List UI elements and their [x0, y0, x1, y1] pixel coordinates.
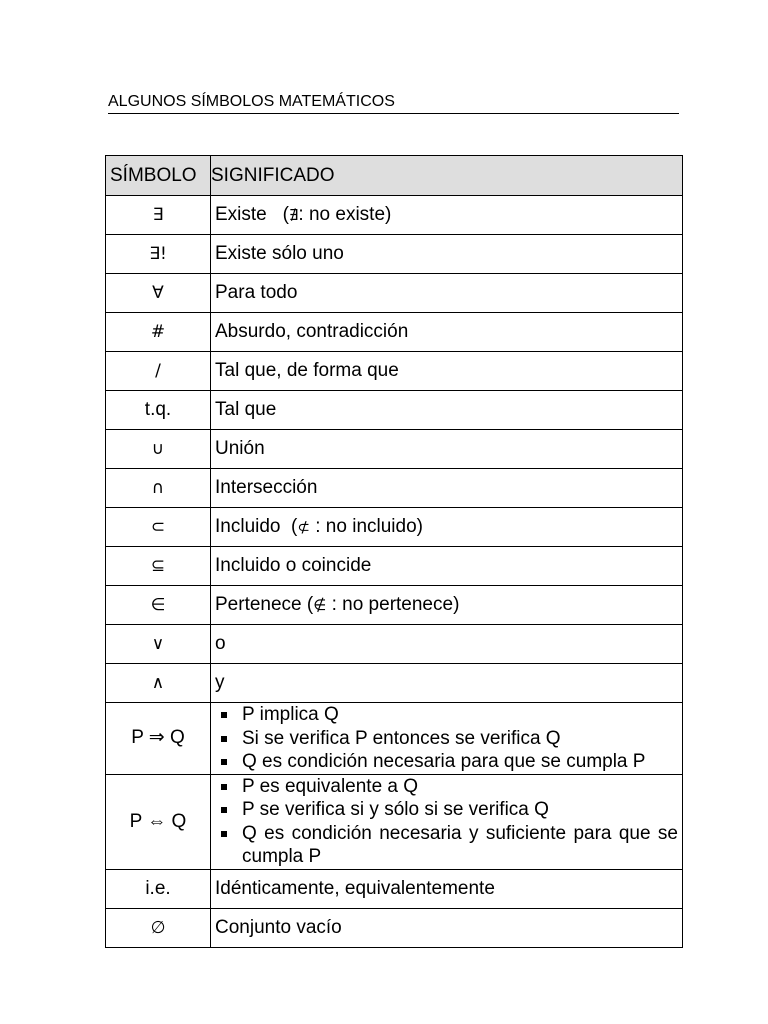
- bullet-list: [215, 703, 682, 774]
- table-row: [106, 547, 683, 586]
- table-row: [106, 586, 683, 625]
- table-row: [106, 352, 683, 391]
- note-symbol: ⊄: [297, 518, 310, 536]
- meaning-cell: Absurdo, contradicción: [211, 313, 683, 352]
- meaning-cell: Existe sólo uno: [211, 235, 683, 274]
- header-symbol: SÍMBOLO: [106, 156, 211, 196]
- table-header-row: [106, 156, 683, 196]
- symbol-cell: ∅: [106, 908, 211, 947]
- note-symbol: ∄: [288, 206, 299, 224]
- table-row: [106, 313, 683, 352]
- header-meaning: SIGNIFICADO: [211, 156, 683, 196]
- meaning-cell: Tal que, de forma que: [211, 352, 683, 391]
- bullet-list: [215, 775, 682, 869]
- note-text: : no pertenece): [326, 594, 460, 615]
- symbol-cell: ∩: [106, 469, 211, 508]
- symbol-cell: i.e.: [106, 869, 211, 908]
- document-title: ALGUNOS SÍMBOLOS MATEMÁTICOS: [108, 92, 679, 114]
- symbol-cell: t.q.: [106, 391, 211, 430]
- table-row: [106, 774, 683, 869]
- symbol-cell: ∃!: [106, 235, 211, 274]
- note-symbol: ∉: [313, 596, 327, 614]
- meaning-cell: Incluido (⊄ : no incluido): [211, 508, 683, 547]
- bullet-item: P es equivalente a Q: [219, 775, 678, 799]
- bullet-item: P se verifica si y sólo si se verifica Q: [219, 798, 678, 822]
- meaning-cell: Intersección: [211, 469, 683, 508]
- symbol-cell: ∃: [106, 196, 211, 235]
- note-text: : no existe): [298, 204, 392, 225]
- bullet-item: Q es condición necesaria y suficiente para que se cumpla P: [219, 822, 678, 869]
- meaning-cell: Para todo: [211, 274, 683, 313]
- meaning-text: Pertenece: [215, 594, 302, 615]
- meaning-cell: Conjunto vacío: [211, 908, 683, 947]
- note-text: : no incluido): [309, 516, 423, 537]
- symbol-cell: ∧: [106, 664, 211, 703]
- table-row: [106, 508, 683, 547]
- symbol-cell: /: [106, 352, 211, 391]
- meaning-cell: [211, 774, 683, 869]
- table-row: [106, 391, 683, 430]
- meaning-cell: Existe (∄: no existe): [211, 196, 683, 235]
- symbol-cell: ∀: [106, 274, 211, 313]
- meaning-cell: Idénticamente, equivalentemente: [211, 869, 683, 908]
- meaning-cell: o: [211, 625, 683, 664]
- symbol-cell: ∈: [106, 586, 211, 625]
- table-row: [106, 469, 683, 508]
- meaning-text: Existe: [215, 204, 267, 225]
- table-row: [106, 664, 683, 703]
- table-row: [106, 430, 683, 469]
- symbol-cell: ∨: [106, 625, 211, 664]
- symbol-cell: #: [106, 313, 211, 352]
- meaning-cell: Tal que: [211, 391, 683, 430]
- meaning-cell: Pertenece (∉ : no pertenece): [211, 586, 683, 625]
- symbol-cell: P ⇔ Q: [106, 774, 211, 869]
- table-row: [106, 235, 683, 274]
- symbols-table: [105, 155, 683, 948]
- bullet-item: Q es condición necesaria para que se cumpla P: [219, 750, 678, 774]
- table-row: [106, 908, 683, 947]
- table-row: [106, 274, 683, 313]
- table-row: [106, 625, 683, 664]
- symbol-cell: ⊂: [106, 508, 211, 547]
- bullet-item: P implica Q: [219, 703, 678, 727]
- bullet-item: Si se verifica P entonces se verifica Q: [219, 727, 678, 751]
- meaning-text: Incluido: [215, 516, 281, 537]
- meaning-cell: [211, 703, 683, 775]
- table-row: [106, 703, 683, 775]
- symbol-cell: ∪: [106, 430, 211, 469]
- table-row: [106, 869, 683, 908]
- meaning-cell: y: [211, 664, 683, 703]
- meaning-cell: Incluido o coincide: [211, 547, 683, 586]
- table-row: [106, 196, 683, 235]
- meaning-cell: Unión: [211, 430, 683, 469]
- symbol-cell: P ⇒ Q: [106, 703, 211, 775]
- symbol-cell: ⊆: [106, 547, 211, 586]
